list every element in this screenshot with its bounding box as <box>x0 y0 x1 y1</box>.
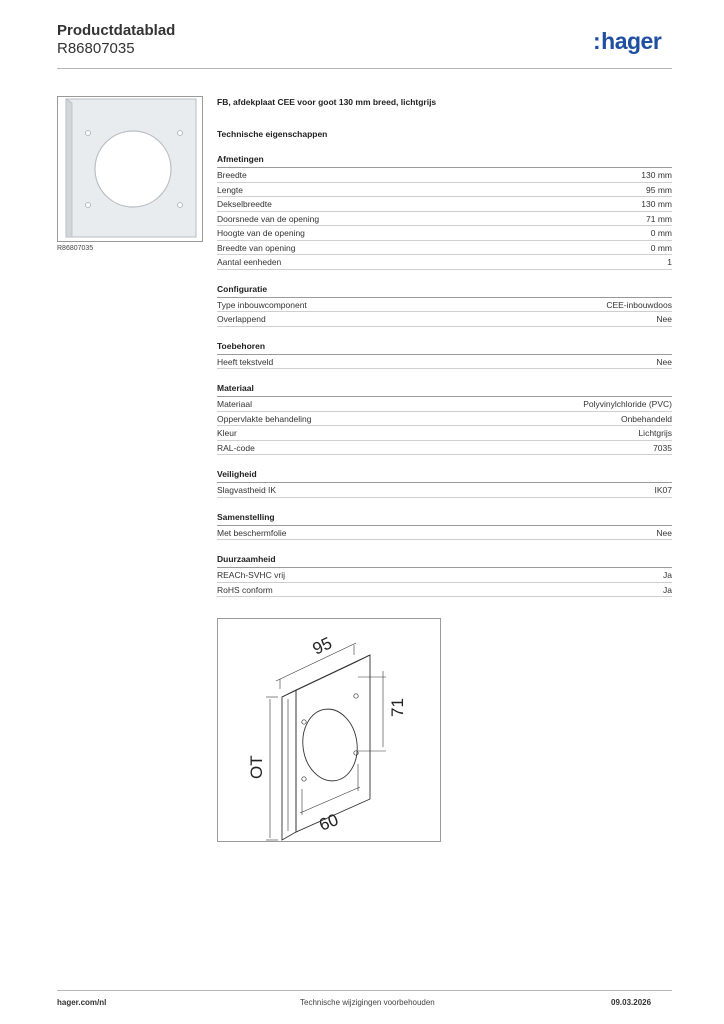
section-heading: Afmetingen <box>217 153 672 168</box>
spec-value: Ja <box>663 570 672 580</box>
spec-value: 0 mm <box>650 228 672 238</box>
footer-disclaimer: Technische wijzigingen voorbehouden <box>300 998 435 1007</box>
spec-value: 95 mm <box>646 184 672 195</box>
spec-row <box>217 397 672 412</box>
spec-row <box>217 412 672 427</box>
dimension-60: 60 <box>316 810 342 835</box>
spec-label: Breedte van opening <box>217 242 296 253</box>
spec-label: Hoogte van de opening <box>217 228 305 238</box>
spec-value: Nee <box>656 356 672 367</box>
spec-row <box>217 441 672 456</box>
spec-row <box>217 168 672 183</box>
section-heading: Duurzaamheid <box>217 553 672 568</box>
section-heading: Veiligheid <box>217 468 672 483</box>
spec-value: Lichtgrijs <box>638 428 672 438</box>
spec-label: Materiaal <box>217 399 252 409</box>
product-thumbnail <box>57 96 203 242</box>
spec-label: Breedte <box>217 170 247 180</box>
spec-label: Type inbouwcomponent <box>217 299 307 310</box>
spec-section <box>217 511 672 541</box>
spec-row <box>217 241 672 256</box>
footer-date: 09.03.2026 <box>611 998 652 1007</box>
footer-divider <box>57 990 672 991</box>
page-title: Productdatablad <box>57 22 176 39</box>
spec-row <box>217 298 672 313</box>
spec-row <box>217 197 672 212</box>
spec-content <box>217 96 672 629</box>
spec-label: REACh-SVHC vrij <box>217 570 286 580</box>
spec-label: Heeft tekstveld <box>217 356 274 367</box>
spec-label: Slagvastheid IK <box>217 485 277 495</box>
spec-section <box>217 283 672 327</box>
product-title: FB, afdekplaat CEE voor goot 130 mm breed, lichtgrijs <box>217 97 437 107</box>
section-heading: Samenstelling <box>217 511 672 526</box>
spec-row <box>217 226 672 241</box>
spec-section <box>217 468 672 498</box>
section-heading: Toebehoren <box>217 340 672 355</box>
dimension-95: 95 <box>309 633 335 659</box>
spec-row <box>217 483 672 498</box>
spec-value: 7035 <box>653 442 672 453</box>
spec-row <box>217 355 672 370</box>
spec-value: 0 mm <box>650 242 672 253</box>
spec-value: Nee <box>656 314 672 324</box>
dimension-71: 71 <box>388 698 407 717</box>
spec-label: Overlappend <box>217 314 266 324</box>
spec-value: Onbehandeld <box>620 413 672 424</box>
spec-value: 71 mm <box>646 213 672 224</box>
technical-drawing <box>217 618 441 842</box>
spec-label: RAL-code <box>217 442 255 453</box>
section-heading: Configuratie <box>217 283 672 298</box>
tech-properties-heading: Technische eigenschappen <box>217 129 328 139</box>
logo-dots-icon: : <box>593 28 601 54</box>
spec-row <box>217 526 672 541</box>
spec-sections <box>217 153 672 597</box>
spec-value: 130 mm <box>641 199 672 209</box>
dimension-ot: OT <box>247 755 266 779</box>
spec-section <box>217 553 672 597</box>
spec-row <box>217 212 672 227</box>
hager-logo <box>593 28 661 55</box>
spec-section <box>217 340 672 370</box>
spec-label: Doorsnede van de opening <box>217 213 320 224</box>
spec-section <box>217 382 672 455</box>
spec-value: IK07 <box>654 485 672 495</box>
spec-row <box>217 568 672 583</box>
spec-row <box>217 312 672 327</box>
spec-value: Polyvinylchloride (PVC) <box>583 399 672 409</box>
spec-label: Oppervlakte behandeling <box>217 413 312 424</box>
spec-row <box>217 583 672 598</box>
spec-value: 1 <box>667 257 672 267</box>
logo-text: hager <box>601 28 662 54</box>
spec-label: Lengte <box>217 184 243 195</box>
spec-label: Kleur <box>217 428 237 438</box>
spec-label: Aantal eenheden <box>217 257 282 267</box>
header-divider <box>57 68 672 69</box>
footer-website: hager.com/nl <box>57 998 107 1007</box>
spec-value: CEE-inbouwdoos <box>606 299 672 310</box>
section-heading: Materiaal <box>217 382 672 397</box>
spec-row <box>217 426 672 441</box>
spec-section <box>217 153 672 270</box>
thumbnail-caption: R86807035 <box>57 245 94 252</box>
spec-row <box>217 255 672 270</box>
spec-label: Met beschermfolie <box>217 527 287 538</box>
spec-value: 130 mm <box>641 170 672 180</box>
spec-label: RoHS conform <box>217 584 273 595</box>
spec-label: Dekselbreedte <box>217 199 272 209</box>
spec-value: Nee <box>656 527 672 538</box>
product-code: R86807035 <box>57 40 135 57</box>
spec-row <box>217 183 672 198</box>
spec-value: Ja <box>663 584 672 595</box>
